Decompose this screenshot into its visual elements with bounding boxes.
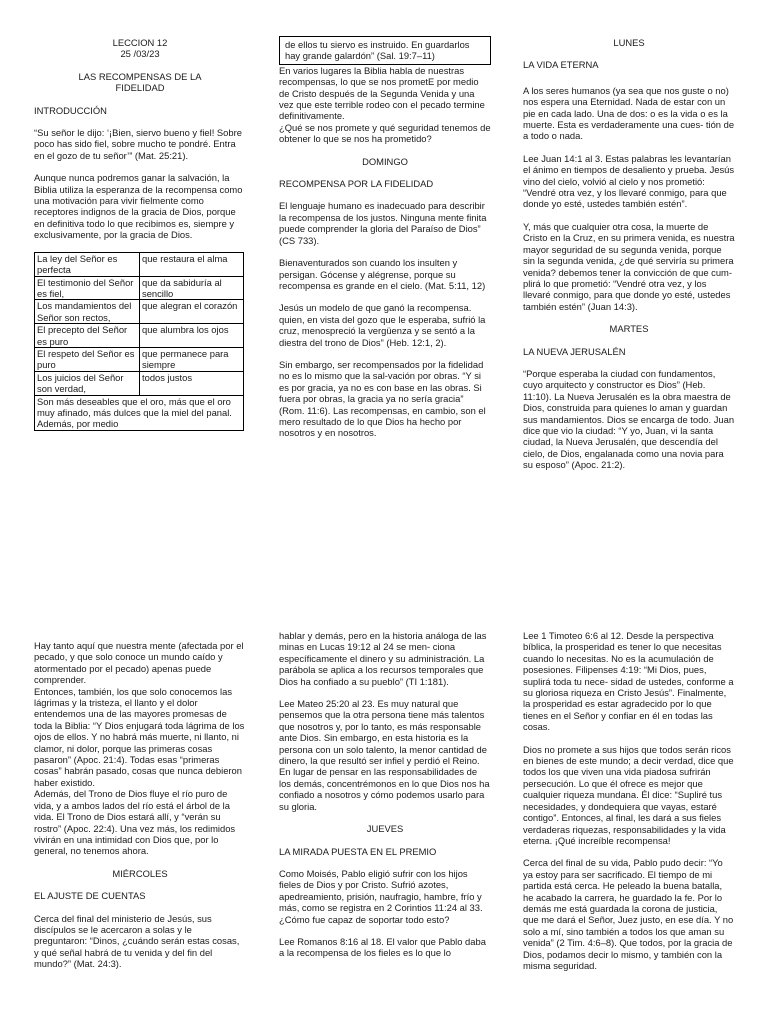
table-cell-effect: todos justos (140, 371, 244, 395)
paragraph: Además, del Trono de Dios fluye el río puro de vida, y a ambos lados del río está el árbol de la vida. El Trono de Dios estará allí, y “verán su rostro” (Apoc. 22:4). Una vez más, los redimidos vivirán en una intimidad con Dios que, por lo general, no tenemos ahora. (34, 788, 236, 857)
table-cell-precept: Los juicios del Señor son verdad, (35, 371, 140, 395)
section-heading-ajuste: EL AJUSTE DE CUENTAS (34, 890, 146, 902)
table-cell-precept: El respeto del Señor es puro (35, 347, 140, 371)
day-heading-lunes: LUNES (613, 37, 645, 48)
paragraph: El lenguaje humano es inadecuado para describir la recompensa de los justos. Ninguna mente finita puede comprender la gloria del Paraíso de Dios” (CS 733). (279, 200, 487, 246)
column-1-bottom (34, 640, 246, 981)
day-heading-miercoles: MIÉRCOLES (112, 867, 168, 879)
table-cell-effect: que permanece para siempre (140, 347, 244, 371)
column-2-bottom (279, 630, 491, 970)
table-row (35, 276, 244, 300)
paragraph: Bienaventurados son cuando los insulten y persigan. Gócense y alégrense, porque su recompensa es grande en el cielo. (Mat. 5:11, 12) (279, 257, 486, 291)
table-row (35, 347, 244, 371)
section-heading-intro: INTRODUCCIÓN (34, 104, 107, 116)
table-cell-effect: que restaura el alma (140, 252, 244, 276)
quote-box: de ellos tu siervo es instruido. En guardarlos hay grande galardón” (Sal. 19:7–11) (279, 36, 491, 65)
column-2-top (279, 36, 491, 450)
paragraph: hablar y demás, pero en la historia análoga de las minas en Lucas 19:12 al 24 se men- ciona específicamente el dinero y su administración. La parábola se aplica a los recursos temporales que Dios ha confiado a su pueblo” (TI 1:181). (279, 630, 487, 687)
paragraph: ¿Qué se nos promete y qué seguridad tenemos de obtener lo que se nos ha prometido? (279, 121, 491, 145)
table-row (35, 371, 244, 395)
day-heading-martes: MARTES (609, 323, 649, 335)
paragraph: Lee Romanos 8:16 al 18. El valor que Pablo daba a la recompensa de los fieles es lo que lo (279, 935, 486, 959)
paragraph: Aunque nunca podremos ganar la salvación, la Biblia utiliza la esperanza de la recompensa como una motivación para vivir fielmente como receptores indignos de la gracia de Dios, porque en definitiva todo lo que recibimos es, siempre y exclusivamente, por la gracia de Dios. (34, 172, 243, 241)
day-heading-domingo: DOMINGO (362, 155, 408, 167)
paragraph: “Su señor le dijo: ‘¡Bien, siervo bueno y fiel! Sobre poco has sido fiel, sobre mucho te pondré. Entra en el gozo de tu señor’” (Mat. 25:21). (34, 127, 242, 161)
lesson-title: LAS RECOMPENSAS DE LA FIDELIDAD (78, 70, 202, 94)
column-3-top (523, 37, 735, 482)
section-heading-mirada: LA MIRADA PUESTA EN EL PREMIO (279, 845, 437, 857)
table-cell-precept: El precepto del Señor es puro (35, 324, 140, 348)
paragraph: Jesús un modelo de que ganó la recompensa. quien, en vista del gozo que le esperaba, sufrió la cruz, menospreció la vergüenza y se sentó a la diestra del trono de Dios” (Heb. 12:1, 2). (279, 302, 486, 348)
lesson-number: LECCION 12 (112, 37, 168, 48)
table-row (35, 252, 244, 276)
table-cell-precept: La ley del Señor es perfecta (35, 252, 140, 276)
paragraph: En varios lugares la Biblia habla de nuestras recompensas, lo que se nos prometE por medio de Cristo después de la Segunda Venida y una vez que este terrible rodeo con el pecado termine definitivamente. (279, 64, 485, 122)
column-1-top (34, 37, 246, 431)
paragraph: Sin embargo, ser recompensados por la fidelidad no es lo mismo que la sal-vación por obras. “Y si es por gracia, ya no es con base en las obras. Si fuera por obras, la gracia ya no sería gracia” (Rom. 11:6). Las recompensas, en cambio, son el mero resultado de lo que Dios ha hecho por nosotros y en nosotros. (279, 358, 486, 439)
paragraph: Lee 1 Timoteo 6:6 al 12. Desde la perspectiva bíblica, la prosperidad es tener lo que necesitas cuando lo necesitas. No es la acumulación de posesiones. Filipenses 4:19: “Mi Dios, pues, suplirá toda tu nece- sidad de ustedes, conforme a su gloriosa riqueza en Cristo Jesús”. Finalmente, la prosperidad es estar agradecido por lo que tienes en el Señor y confiar en él en todas las cosas. (523, 630, 734, 733)
paragraph: Y, más que cualquier otra cosa, la muerte de Cristo en la Cruz, en su primera venida, es nuestra mayor seguridad de su segunda venida, porque sin la segunda venida, ¿de qué serviría su primera venida? debemos tener la convicción de que cum- plirá lo que prometió: “Vendré otra vez, y los llevaré conmigo, para que donde yo esté, ustedes también estén” (Juan 14:3). (523, 220, 735, 312)
table-cell-precept: El testimonio del Señor es fiel, (35, 276, 140, 300)
table-footer: Son más deseables que el oro, más que el oro muy afinado, más dulces que la miel del panal. Además, por medio (35, 395, 244, 430)
paragraph: Entonces, también, los que solo conocemos las lágrimas y la tristeza, el llanto y el dolor entendemos una de las mayores promesas de toda la Biblia: “Y Dios enjugará toda lágrima de los ojos de ellos. Y no habrá más muerte, ni llanto, ni clamor, ni dolor, porque las primeras cosas pasaron” (Apoc. 21:4). Todas esas “primeras cosas” habrán pasado, cosas que nunca debieron haber existido. (34, 685, 245, 788)
table-cell-precept: Los mandamientos del Señor son rectos, (35, 300, 140, 324)
section-heading-jerusalen: LA NUEVA JERUSALÉN (523, 345, 626, 357)
psalm-table (34, 252, 244, 431)
column-3-bottom (523, 630, 735, 982)
table-cell-effect: que alegran el corazón (140, 300, 244, 324)
paragraph: Hay tanto aquí que nuestra mente (afectada por el pecado, y que solo conoce un mundo caído y atormentado por el pecado) apenas puede comprender. (34, 640, 244, 686)
paragraph: Lee Mateo 25:20 al 23. Es muy natural que pensemos que la otra persona tiene más talentos que nosotros y, por lo tanto, es más responsable ante Dios. Sin embargo, en esta historia es la persona con un solo talento, la menor cantidad de dinero, la que resultó ser infiel y perdió el Reino. En lugar de pensar en las responsabilidades de los demás, concentrémonos en lo que Dios nos ha confiado a nosotros y cómo podemos usarlo para su gloria. (279, 698, 490, 812)
table-row (35, 300, 244, 324)
lesson-date: 25 /03/23 (120, 48, 160, 60)
table-row (35, 324, 244, 348)
section-heading-vida: LA VIDA ETERNA (523, 59, 599, 71)
paragraph: Como Moisés, Pablo eligió sufrir con los hijos fieles de Dios y por Cristo. Sufrió azotes, apedreamiento, prisión, naufragio, hambre, frío y más, como se registra en 2 Corintios 11:24 al 33. ¿Cómo fue capaz de soportar todo esto? (279, 867, 483, 925)
paragraph: Cerca del final de su vida, Pablo pudo decir: “Yo ya estoy para ser sacrificado. El tiempo de mi partida está cerca. He peleado la buena batalla, he acabado la carrera, he guardado la fe. Por lo demás me está guardada la corona de justicia, que me dará el Señor, Juez justo, en ese día. Y no solo a mí, sino también a todos los que aman su venida” (2 Tim. 4:6–8). Que todos, por la gracia de Dios, podamos decir lo mismo, y también con la misma seguridad. (523, 857, 734, 971)
table-cell-effect: que da sabiduría al sencillo (140, 276, 244, 300)
table-cell-effect: que alumbra los ojos (140, 324, 244, 348)
paragraph: A los seres humanos (ya sea que nos guste o no) nos espera una Eternidad. Nada de estar con un pie en cada lado. Una de dos: o es la vida o es la muerte. Esta es verdaderamente una cues- tión de a todo o nada. (523, 84, 735, 142)
paragraph: “Porque esperaba la ciudad con fundamentos, cuyo arquitecto y constructor es Dios” (Heb. 11:10). La Nueva Jerusalén es la obra maestra de Dios, construida para quienes lo aman y guardan sus mandamientos. Dios se encarga de todo. Juan dice que vio la ciudad: “Y yo, Juan, vi la santa ciudad, la Nueva Jerusalén, que descendía del cielo, de Dios, engalanada como una novia para su esposo” (Apoc. 21:2). (523, 367, 735, 471)
paragraph: Lee Juan 14:1 al 3. Estas palabras les levantarían el ánimo en tiempos de desaliento y prueba. Jesús vino del cielo, volvió al cielo y nos prometió: “Vendré otra vez, y los llevaré conmigo, para que donde yo esté, ustedes también estén”. (523, 152, 735, 210)
day-heading-jueves: JUEVES (366, 823, 404, 835)
paragraph: Cerca del final del ministerio de Jesús, sus discípulos se le acercaron a solas y le preguntaron: “Dinos, ¿cuándo serán estas cosas, y qué señal habrá de tu venida y del fin del mundo?” (Mat. 24:3). (34, 912, 240, 970)
section-heading-recompensa: RECOMPENSA POR LA FIDELIDAD (279, 178, 434, 190)
paragraph: Dios no promete a sus hijos que todos serán ricos en bienes de este mundo; a decir verdad, dice que todos los que viven una vida piadosa sufrirán persecución. Lo que él ofrece es mejor que cualquier riqueza mundana. Él dice: “Supliré tus necesidades, y dondequiera que vayas, estaré contigo”. Entonces, al final, les dará a sus fieles verdaderas riquezas, responsabilidades y la vida eterna. ¡Qué increíble recompensa! (523, 743, 734, 846)
